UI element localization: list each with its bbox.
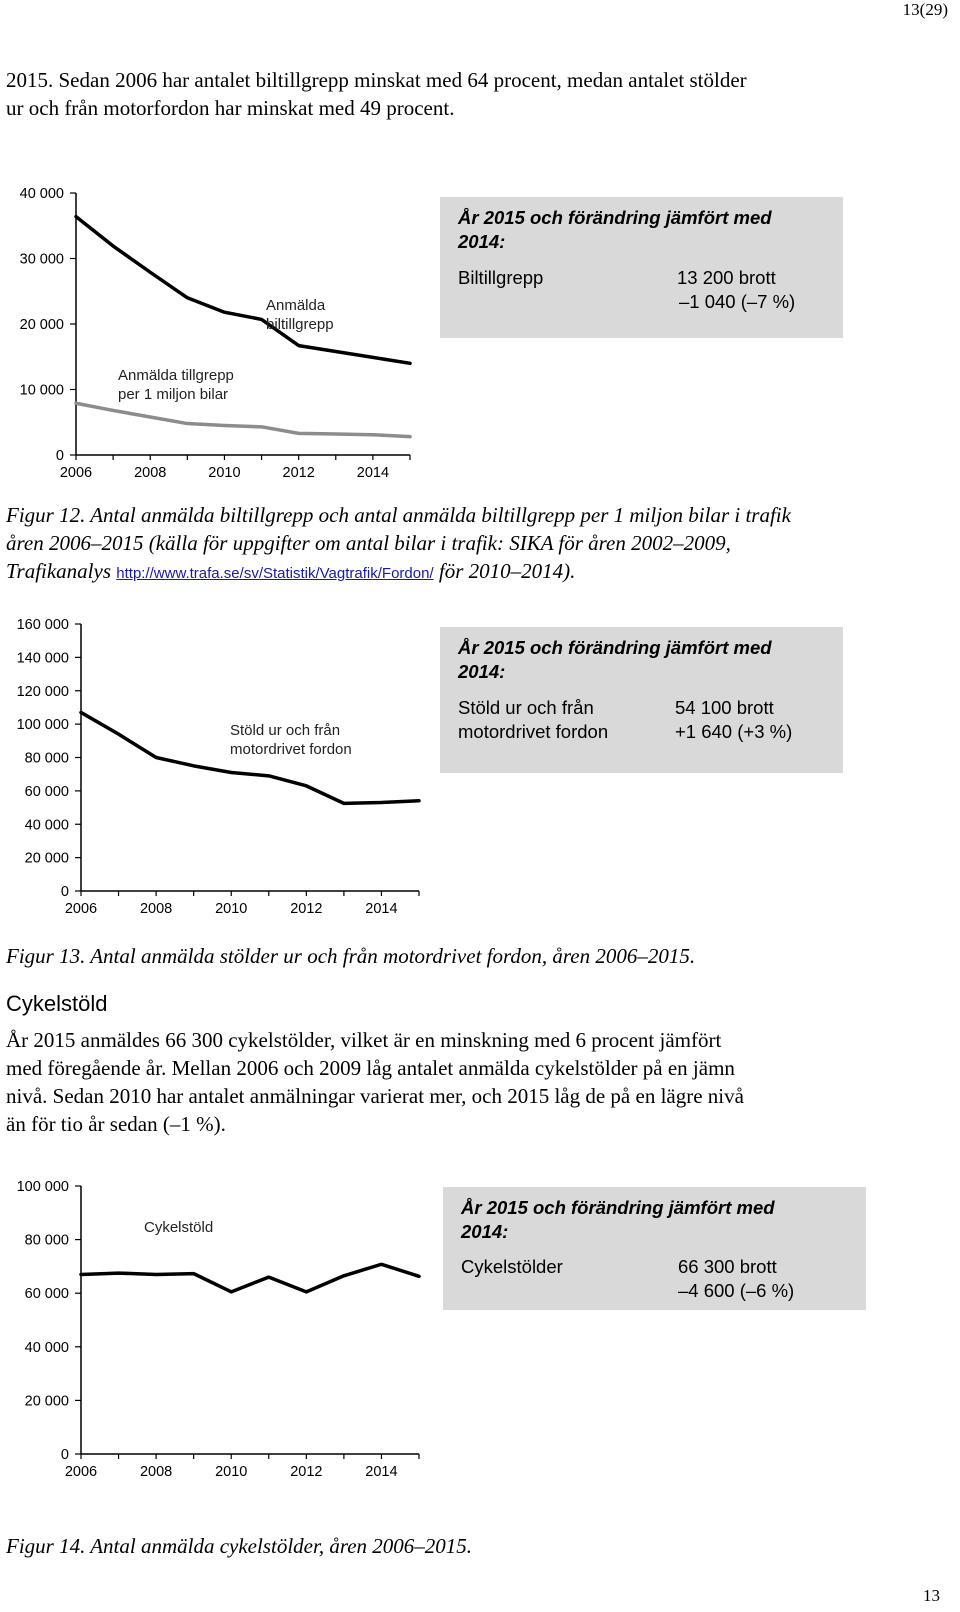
intro-line: 2015. Sedan 2006 har antalet biltillgrepp minskat med 64 procent, medan antalet stölder — [6, 68, 747, 92]
x-tick-label: 2008 — [134, 465, 167, 481]
page-number: 13 — [923, 1586, 940, 1605]
page-header: 13(29) — [902, 0, 948, 19]
infobox-label-line: Cykelstölder — [461, 1256, 563, 1277]
caption-line: åren 2006–2015 (källa för uppgifter om antal bilar i trafik: SIKA för åren 2002–2009, — [6, 531, 731, 555]
y-tick-label: 60 000 — [24, 1286, 69, 1303]
infobox-value — [675, 696, 792, 744]
paragraph-line: än för tio år sedan (–1 %). — [6, 1112, 226, 1136]
y-tick-label: 140 000 — [16, 650, 69, 667]
infobox-value — [677, 266, 795, 314]
x-tick-label: 2012 — [282, 465, 315, 481]
figure12-caption — [6, 501, 936, 588]
infobox-label-line: Stöld ur och från — [458, 697, 594, 718]
infobox-value — [678, 1255, 794, 1303]
paragraph-line: med föregående år. Mellan 2006 och 2009 låg antalet anmälda cykelstölder på en jämn — [6, 1056, 735, 1080]
paragraph-line: År 2015 anmäldes 66 300 cykelstölder, vilket är en minskning med 6 procent jämfört — [6, 1028, 722, 1052]
series-label: Stöld ur och från — [230, 722, 341, 739]
series-line — [81, 1264, 419, 1292]
y-tick-label: 0 — [60, 884, 69, 900]
infobox-title: 2014: — [458, 231, 506, 252]
x-tick-label: 2008 — [139, 901, 173, 917]
infobox-value-line: –4 600 (–6 %) — [678, 1280, 795, 1301]
infobox-label-line: motordrivet fordon — [458, 721, 609, 742]
series-label: Anmälda tillgrepp — [118, 367, 234, 384]
y-tick-label: 30 000 — [19, 251, 64, 268]
series-label: Cykelstöld — [144, 1219, 214, 1236]
y-tick-label: 40 000 — [24, 817, 69, 834]
x-tick-label: 2008 — [139, 1464, 173, 1480]
series-label: biltillgrepp — [266, 316, 334, 333]
figure14-caption: Figur 14. Antal anmälda cykelstölder, åren 2006–2015. — [6, 1534, 473, 1558]
infobox-label-line: Biltillgrepp — [458, 267, 544, 288]
y-tick-label: 60 000 — [24, 783, 69, 800]
y-tick-label: 120 000 — [16, 683, 69, 700]
infobox-value-line: 13 200 brott — [677, 267, 776, 288]
infobox-label — [458, 266, 543, 290]
y-tick-label: 10 000 — [19, 382, 64, 399]
caption-text: för 2010–2014). — [433, 559, 576, 583]
chart-stold-motorfordon — [0, 610, 430, 925]
paragraph-line: nivå. Sedan 2010 har antalet anmälningar varierat mer, och 2015 låg de på en lägre nivå — [6, 1084, 744, 1108]
series-label: motordrivet fordon — [230, 741, 352, 758]
trafa-link[interactable]: http://www.trafa.se/sv/Statistik/Vagtrafik/Fordon/ — [116, 565, 434, 582]
y-tick-label: 100 000 — [16, 717, 69, 734]
y-tick-label: 20 000 — [24, 1393, 69, 1410]
series-line — [76, 217, 410, 364]
infobox-title: År 2015 och förändring jämfört med — [461, 1197, 775, 1218]
y-tick-label: 40 000 — [19, 186, 64, 202]
infobox-label — [461, 1255, 563, 1279]
y-tick-label: 0 — [60, 1447, 69, 1463]
figure13-caption: Figur 13. Antal anmälda stölder ur och från motordrivet fordon, åren 2006–2015. — [6, 944, 696, 968]
infobox-value-line: +1 640 (+3 %) — [675, 721, 793, 742]
x-tick-label: 2006 — [64, 901, 98, 917]
y-tick-label: 100 000 — [16, 1179, 69, 1195]
x-tick-label: 2010 — [215, 1464, 248, 1480]
infobox-value-line: –1 040 (–7 %) — [679, 291, 796, 312]
infobox-value-line: 54 100 brott — [675, 697, 774, 718]
x-tick-label: 2012 — [290, 901, 323, 917]
x-tick-label: 2012 — [290, 1464, 323, 1480]
infobox-title: År 2015 och förändring jämfört med — [458, 637, 772, 658]
x-tick-label: 2014 — [356, 465, 390, 481]
x-tick-label: 2014 — [365, 901, 398, 917]
caption-line — [6, 557, 936, 588]
series-label: Anmälda — [266, 297, 326, 314]
infobox-cykelstold — [443, 1187, 866, 1310]
x-tick-label: 2010 — [208, 465, 241, 481]
infobox-value-line: 66 300 brott — [678, 1256, 777, 1277]
infobox-biltillgrepp — [440, 197, 843, 338]
series-line — [76, 403, 410, 436]
y-tick-label: 20 000 — [24, 850, 69, 867]
y-tick-label: 80 000 — [24, 1232, 69, 1249]
y-tick-label: 40 000 — [24, 1339, 69, 1356]
chart-biltillgrepp — [0, 180, 430, 490]
infobox-stold-motorfordon — [440, 627, 843, 773]
infobox-title: 2014: — [461, 1221, 509, 1242]
section-heading: Cykelstöld — [6, 991, 108, 1016]
x-tick-label: 2006 — [59, 465, 93, 481]
y-tick-label: 0 — [55, 448, 64, 464]
intro-line: ur och från motorfordon har minskat med 49 procent. — [6, 96, 455, 120]
infobox-title: 2014: — [458, 661, 506, 682]
chart-cykelstold — [0, 1170, 440, 1490]
caption-line: Figur 12. Antal anmälda biltillgrepp och antal anmälda biltillgrepp per 1 miljon bilar i trafik — [6, 503, 791, 527]
x-tick-label: 2014 — [365, 1464, 398, 1480]
infobox-label — [458, 696, 608, 744]
x-tick-label: 2010 — [215, 901, 248, 917]
caption-text: Trafikanalys — [6, 559, 117, 583]
y-tick-label: 20 000 — [19, 317, 64, 333]
y-tick-label: 160 000 — [16, 617, 69, 633]
x-tick-label: 2006 — [64, 1464, 98, 1480]
y-tick-label: 80 000 — [24, 750, 69, 767]
intro-paragraph — [6, 66, 926, 122]
cykelstold-paragraph — [6, 1026, 936, 1138]
series-label: per 1 miljon bilar — [118, 386, 229, 403]
infobox-title: År 2015 och förändring jämfört med — [458, 207, 772, 228]
